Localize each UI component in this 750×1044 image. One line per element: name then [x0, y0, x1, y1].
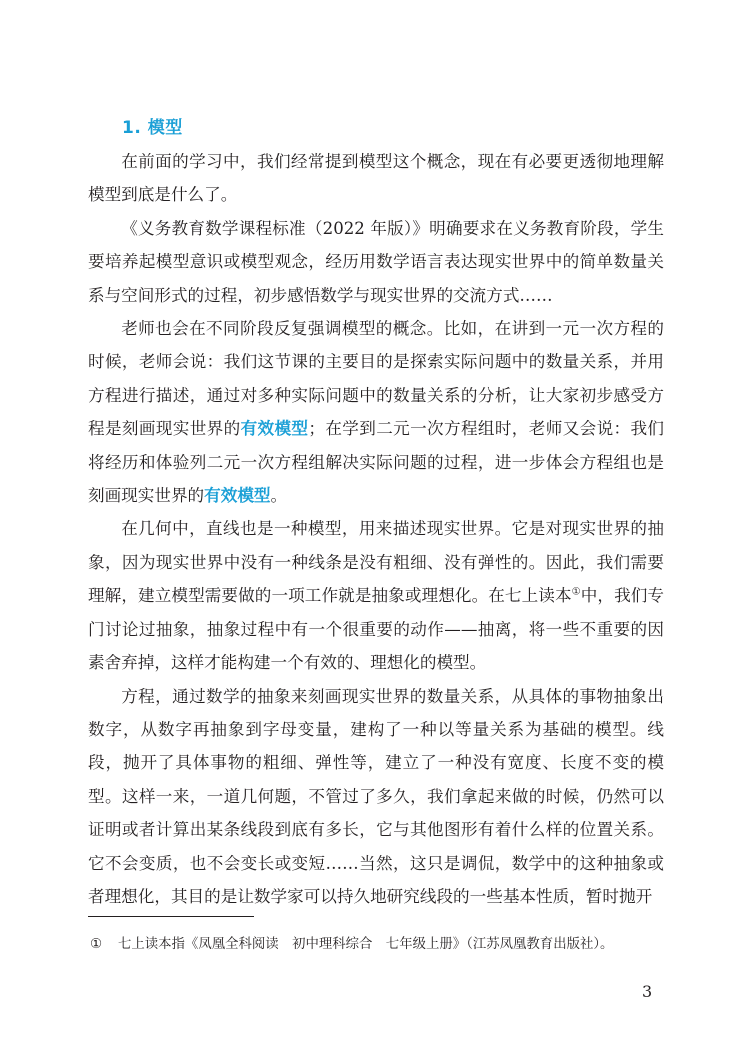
paragraph-4-text-b: 中，我们专门讨论过抽象，抽象过程中有一个很重要的动作——抽离，将一些不重要的因素舍弃掉，这样才能构建一个有效的、理想化的模型。	[88, 586, 665, 673]
paragraph-2: 《义务教育数学课程标准（2022 年版）》明确要求在义务教育阶段，学生要培养起模型意识或模型观念，经历用数学语言表达现实世界中的简单数量关系与空间形式的过程，初步感悟数学与现实世界的交流方式……	[88, 218, 664, 305]
highlight-effective-model-1: 有效模型	[240, 419, 309, 439]
footnote-divider	[88, 916, 254, 917]
footnote-reference: ①	[571, 586, 581, 598]
section-title: 1. 模型	[122, 118, 183, 138]
paragraph-1: 在前面的学习中，我们经常提到模型这个概念，现在有必要更透彻地理解模型到底是什么了。	[88, 152, 664, 205]
page-number: 3	[642, 982, 653, 1001]
footnote	[90, 935, 670, 955]
paragraph-5: 方程，通过数学的抽象来刻画现实世界的数量关系，从具体的事物抽象出数字，从数字再抽象到字母变量，建构了一种以等量关系为基础的模型。线段，抛开了具体事物的粗细、弹性等，建立了一种没有宽度、长度不变的模型。这样一来，一道几何题，不管过了多久，我们拿起来做的时候，仍然可以证明或者计算出某条线段到底有多长，它与其他图形有着什么样的位置关系。它不会变质，也不会变长或变短……当然，这只是调侃，数学中的这种抽象或者理想化，其目的是让数学家可以持久地研究线段的一些基本性质，暂时抛开	[88, 686, 664, 906]
body-text	[88, 145, 664, 913]
footnote-text: 七上读本指《凤凰全科阅读 初中理科综合 七年级上册》（江苏凤凰教育出版社）。	[118, 937, 614, 952]
footnote-mark: ①	[90, 937, 103, 952]
paragraph-4-text-a: 在几何中，直线也是一种模型，用来描述现实世界。它是对现实世界的抽象，因为现实世界中没有一种线条是没有粗细、没有弹性的。因此，我们需要理解，建立模型需要做的一项工作就是抽象或理想化。在七上读本	[88, 519, 664, 606]
paragraph-4	[88, 512, 664, 679]
paragraph-3	[88, 312, 664, 512]
highlight-effective-model-2: 有效模型	[204, 486, 271, 506]
paragraph-3-text-e: 。	[270, 486, 288, 506]
paragraph-3-text-a: 老师也会在不同阶段反复强调模型的概念。比如，在讲到一元一次方程的时候，老师会说：我们这节课的主要目的是探索实际问题中的数量关系，并用方程进行描述，通过对多种实际问题中的数量关系的分析，让大家初步感受方程是刻画现实世界的	[88, 319, 664, 439]
paragraph-3-text-c: ；在学到二元一次方程组时，老师又会说：我们将经历和体验列二元一次方程组解决实际问题的过程，进一步体会方程组也是刻画现实世界的	[88, 419, 665, 506]
